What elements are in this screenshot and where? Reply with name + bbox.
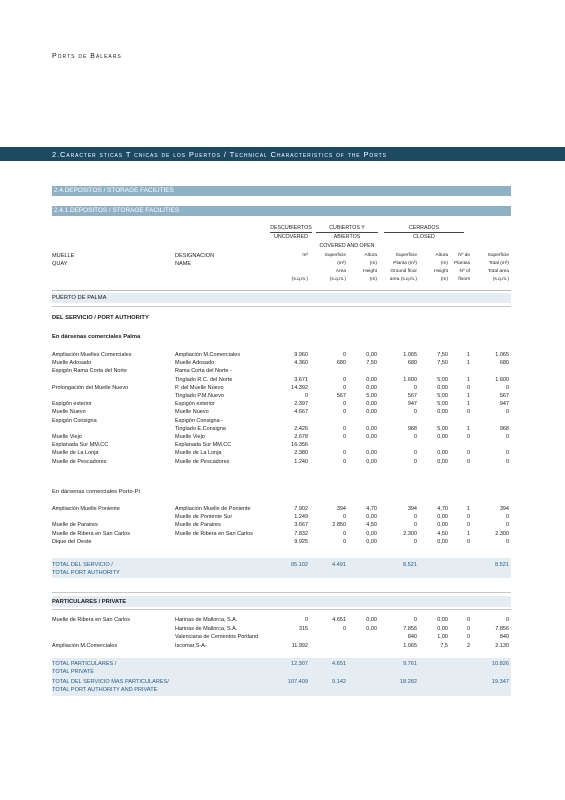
cell-value: 0 bbox=[505, 538, 509, 545]
group-uncovered: DESCUBIERTOS UNCOVERED bbox=[270, 225, 312, 240]
cell-designacion: Espigón Consigna - bbox=[175, 417, 224, 424]
cell-muelle: Explanada Sur MM.CC bbox=[52, 442, 109, 449]
cell-value: 7.856 bbox=[403, 625, 417, 632]
cell-value: 567 bbox=[499, 393, 509, 399]
column-sup-closed: Superficie Planta (m²) Ground floor area (s.q.m.) bbox=[389, 253, 417, 282]
table-row bbox=[52, 449, 511, 457]
cell-value: 0 bbox=[342, 434, 346, 440]
column-sup-covered: Superficie (m²) Area (s.q.m.) bbox=[324, 253, 346, 282]
cell-value: 1.600 bbox=[403, 376, 417, 383]
cell-muelle: Dique del Oeste bbox=[52, 538, 92, 545]
cell-value: 1.249 bbox=[294, 514, 308, 521]
cell-muelle: Ampliación Muelles Comerciales bbox=[52, 352, 132, 358]
cell-value: 0 bbox=[466, 522, 470, 529]
cell-value: 0,00 bbox=[437, 409, 448, 416]
bar-storage-facilities-sub: 2.4.1.DEPOSITOS / STORAGE FACILITIES bbox=[52, 206, 511, 216]
table-row bbox=[52, 408, 511, 416]
total-value: 9.761 bbox=[403, 661, 417, 667]
group-closed: CERRADOS CLOSED bbox=[384, 224, 464, 242]
column-m2: m² (s.q.m.) bbox=[291, 253, 308, 282]
total-label: TOTAL DEL SERVICIO MAS PARTICULARES/ bbox=[52, 679, 169, 685]
cell-value: 7.856 bbox=[495, 625, 509, 632]
cell-muelle: Muelle Viejo bbox=[52, 434, 82, 440]
cell-value: 2.678 bbox=[294, 434, 308, 440]
total-label: TOTAL PORT AUTHORITY AND PRIVATE bbox=[52, 687, 158, 693]
cell-value: 2.380 bbox=[294, 450, 308, 457]
bar-storage-facilities: 2.4.DEPOSITOS / STORAGE FACILITIES bbox=[52, 186, 511, 196]
cell-value: 968 bbox=[499, 425, 509, 432]
cell-value: 2.300 bbox=[403, 530, 417, 537]
cell-designacion: Tinglado R.C. del Norte bbox=[175, 376, 233, 383]
column-plantas: Nº de Plantas Nº of floors bbox=[454, 253, 470, 282]
cell-value: 0,00 bbox=[437, 538, 448, 545]
cell-designacion: Muelle de Pescadores bbox=[175, 458, 230, 465]
cell-designacion: Valenciana de Cementos Portland bbox=[175, 634, 259, 641]
total-value: 19.347 bbox=[491, 679, 509, 685]
cell-value: 2.426 bbox=[294, 425, 308, 432]
cell-value: 2 bbox=[466, 642, 470, 649]
cell-designacion: Ampliación M.Comerciales bbox=[175, 352, 241, 358]
cell-value: 0 bbox=[413, 409, 417, 416]
cell-value: 7,50 bbox=[366, 360, 377, 367]
total-label: TOTAL PORT AUTHORITY bbox=[52, 570, 120, 576]
cell-value: 0 bbox=[466, 625, 470, 632]
cell-value: 5,00 bbox=[437, 425, 448, 432]
cell-value: 4,70 bbox=[437, 506, 448, 512]
rule-private-bottom bbox=[52, 609, 511, 610]
cell-value: 0,00 bbox=[366, 384, 377, 391]
cell-value: 5,00 bbox=[366, 393, 377, 399]
cell-value: 0,00 bbox=[437, 434, 448, 440]
table-row bbox=[52, 425, 511, 433]
cell-value: 0,00 bbox=[366, 617, 377, 623]
cell-value: 0 bbox=[466, 538, 470, 545]
cell-designacion: Tinglado P.M.Nuevo bbox=[175, 393, 224, 399]
cell-value: 0,00 bbox=[366, 425, 377, 432]
cell-value: 9.925 bbox=[294, 538, 308, 545]
cell-designacion: Ampliación Muelle de Poniente bbox=[175, 506, 251, 512]
total-value: 10.826 bbox=[491, 661, 509, 667]
cell-value: 0 bbox=[505, 434, 509, 440]
total-value: 8.521 bbox=[495, 562, 509, 568]
cell-value: 5,00 bbox=[437, 376, 448, 383]
cell-value: 0 bbox=[466, 617, 470, 623]
rule-private-top bbox=[52, 592, 511, 593]
cell-value: 1.600 bbox=[495, 376, 509, 383]
section-private: PARTICULARES / PRIVATE bbox=[52, 599, 127, 605]
cell-value: 1 bbox=[466, 393, 470, 399]
column-sup-total: Superficie Total (m²) Total area (s.q.m.) bbox=[487, 253, 509, 282]
cell-value: 4,70 bbox=[366, 506, 377, 512]
cell-value: 14.392 bbox=[291, 384, 308, 391]
table-row bbox=[52, 530, 511, 538]
cell-value: 1 bbox=[466, 401, 470, 408]
cell-value: 16.356 bbox=[291, 442, 308, 449]
table-row bbox=[52, 513, 511, 521]
cell-value: 0,00 bbox=[366, 352, 377, 358]
cell-value: 0,00 bbox=[437, 625, 448, 632]
cell-value: 7,50 bbox=[437, 360, 448, 367]
cell-value: 947 bbox=[499, 401, 509, 408]
column-muelle: MUELLE QUAY bbox=[52, 253, 75, 267]
cell-value: 0 bbox=[304, 393, 308, 399]
cell-value: 0 bbox=[342, 409, 346, 416]
cell-value: 2.850 bbox=[332, 522, 346, 529]
cell-value: 0 bbox=[466, 458, 470, 465]
cell-value: 0,00 bbox=[366, 450, 377, 457]
cell-value: 4.651 bbox=[332, 617, 346, 623]
rule-port bbox=[52, 306, 511, 307]
cell-value: 0,00 bbox=[366, 409, 377, 416]
cell-value: 1 bbox=[466, 530, 470, 537]
cell-value: 0 bbox=[342, 384, 346, 391]
cell-value: 0,00 bbox=[366, 538, 377, 545]
cell-value: 0 bbox=[505, 617, 509, 623]
table-row bbox=[52, 376, 511, 384]
column-designacion: DESIGNACION NAME bbox=[175, 253, 215, 267]
cell-value: 0,00 bbox=[437, 617, 448, 623]
cell-value: 3.667 bbox=[294, 522, 308, 529]
total-label: TOTAL PRIVATE bbox=[52, 669, 94, 675]
table-row bbox=[52, 633, 511, 641]
cell-value: 0 bbox=[342, 352, 346, 358]
cell-designacion: Muelle de La Lonja bbox=[175, 450, 222, 457]
cell-muelle: Espigón Consigna bbox=[52, 417, 97, 424]
cell-value: 0 bbox=[505, 514, 509, 521]
cell-value: 0 bbox=[413, 617, 417, 623]
cell-value: 2.300 bbox=[495, 530, 509, 537]
cell-value: 0 bbox=[413, 384, 417, 391]
cell-value: 567 bbox=[407, 393, 417, 399]
section-palma: En dársenas comerciales Palma bbox=[52, 334, 141, 340]
total-value: 9.142 bbox=[332, 679, 346, 685]
cell-value: 947 bbox=[407, 401, 417, 408]
cell-value: 1 bbox=[466, 376, 470, 383]
cell-muelle: Prolongación del Muelle Nuevo bbox=[52, 384, 129, 391]
cell-value: 0,00 bbox=[366, 625, 377, 632]
cell-value: 394 bbox=[407, 506, 417, 512]
cell-value: 1.065 bbox=[495, 352, 509, 358]
total-value: 18.282 bbox=[399, 679, 417, 685]
cell-value: 1 bbox=[466, 352, 470, 358]
cell-value: 0,00 bbox=[366, 458, 377, 465]
cell-muelle: Espigón exterior bbox=[52, 401, 92, 408]
cell-value: 3.671 bbox=[294, 376, 308, 383]
cell-value: 0 bbox=[505, 450, 509, 457]
cell-value: 7.902 bbox=[294, 506, 308, 512]
cell-designacion: Muelle Adosado bbox=[175, 360, 215, 367]
table-row bbox=[52, 359, 511, 367]
column-alt-covered: Altura (m) Height (m) bbox=[363, 253, 377, 282]
cell-designacion: Harinas de Mallorca, S.A. bbox=[175, 617, 238, 623]
cell-value: 0 bbox=[413, 514, 417, 521]
cell-value: 0 bbox=[342, 530, 346, 537]
total-value: 95.102 bbox=[290, 562, 308, 568]
cell-value: 0 bbox=[413, 538, 417, 545]
cell-value: 0 bbox=[413, 434, 417, 440]
cell-value: 0,00 bbox=[366, 514, 377, 521]
total-value: 4.651 bbox=[332, 661, 346, 667]
table-row bbox=[52, 417, 511, 425]
cell-muelle: Muelle Nuevo bbox=[52, 409, 86, 416]
cell-muelle: Muelle Adosado bbox=[52, 360, 92, 367]
total-label: TOTAL PARTICULARES / bbox=[52, 661, 117, 667]
cell-value: 0 bbox=[466, 634, 470, 641]
cell-value: 0 bbox=[466, 514, 470, 521]
table-row bbox=[52, 400, 511, 408]
cell-designacion: Muelle de Poniente Sur bbox=[175, 514, 233, 521]
total-value: 8.521 bbox=[403, 562, 417, 568]
cell-value: 0 bbox=[304, 617, 308, 623]
cell-value: 0 bbox=[342, 458, 346, 465]
cell-value: 840 bbox=[499, 634, 509, 641]
cell-muelle: Ampliación Muelle Poniente bbox=[52, 506, 120, 512]
cell-value: 2.397 bbox=[294, 401, 308, 408]
header-rule bbox=[52, 290, 511, 291]
cell-value: 0 bbox=[505, 384, 509, 391]
table-row bbox=[52, 384, 511, 392]
cell-value: 0 bbox=[342, 425, 346, 432]
cell-value: 4,50 bbox=[366, 522, 377, 529]
cell-value: 11.992 bbox=[291, 642, 308, 649]
cell-value: 9.960 bbox=[294, 352, 308, 358]
total-value: 4.491 bbox=[332, 562, 346, 568]
port-band bbox=[52, 293, 511, 303]
section-port: PUERTO DE PALMA bbox=[52, 295, 107, 301]
cell-value: 0 bbox=[505, 522, 509, 529]
cell-value: 0 bbox=[342, 514, 346, 521]
cell-value: 5,00 bbox=[437, 393, 448, 399]
table-row bbox=[52, 433, 511, 441]
cell-designacion: Muelle Nuevo bbox=[175, 409, 209, 416]
cell-value: 1.065 bbox=[403, 642, 417, 649]
total-value: 107.409 bbox=[287, 679, 308, 685]
cell-designacion: Muelle de Ribera en San Carlos bbox=[175, 530, 253, 537]
cell-value: 4.360 bbox=[294, 360, 308, 367]
cell-value: 680 bbox=[336, 360, 346, 367]
cell-value: 680 bbox=[407, 360, 417, 367]
cell-value: 1.065 bbox=[403, 352, 417, 358]
cell-value: 315 bbox=[298, 625, 308, 632]
group-covered: CUBIERTOS Y ABIERTOS COVERED AND OPEN bbox=[316, 224, 378, 251]
table-row bbox=[52, 367, 511, 375]
cell-value: 0 bbox=[342, 625, 346, 632]
cell-value: 0 bbox=[466, 434, 470, 440]
cell-value: 4,50 bbox=[437, 530, 448, 537]
table-row bbox=[52, 458, 511, 466]
cell-designacion: Muelle Viejo bbox=[175, 434, 205, 440]
table-row bbox=[52, 351, 511, 359]
cell-value: 0,00 bbox=[437, 514, 448, 521]
cell-value: 7,50 bbox=[437, 352, 448, 358]
table-row bbox=[52, 538, 511, 546]
cell-value: 0,00 bbox=[366, 434, 377, 440]
cell-value: 1,00 bbox=[437, 634, 448, 641]
cell-value: 7.832 bbox=[294, 530, 308, 537]
cell-value: 1 bbox=[466, 360, 470, 367]
cell-value: 0 bbox=[466, 450, 470, 457]
cell-value: 394 bbox=[336, 506, 346, 512]
cell-value: 0 bbox=[505, 409, 509, 416]
table-row bbox=[52, 392, 511, 400]
table-row bbox=[52, 642, 511, 650]
cell-value: 0 bbox=[342, 538, 346, 545]
cell-value: 0 bbox=[342, 376, 346, 383]
cell-value: 1 bbox=[466, 506, 470, 512]
cell-value: 2.130 bbox=[495, 642, 509, 649]
cell-value: 0,00 bbox=[366, 401, 377, 408]
cell-value: 7,5 bbox=[440, 642, 448, 649]
cell-value: 0,00 bbox=[366, 376, 377, 383]
cell-value: 0 bbox=[413, 522, 417, 529]
cell-muelle: Muelle de Paraires bbox=[52, 522, 98, 529]
cell-value: 840 bbox=[407, 634, 417, 641]
section-title: 2.Caracter sticas T cnicas de los Puertos / Technical Characteristics of the Ports bbox=[52, 150, 387, 159]
section-portopi: En dársenas comerciales Porto-Pí bbox=[52, 489, 140, 495]
table-row bbox=[52, 616, 511, 624]
cell-value: 0,00 bbox=[437, 522, 448, 529]
cell-value: 5,00 bbox=[437, 401, 448, 408]
total-value: 12.307 bbox=[290, 661, 308, 667]
total-label: TOTAL DEL SERVICIO / bbox=[52, 562, 113, 568]
cell-designacion: Harinas de Mallorca, S.A. bbox=[175, 625, 238, 632]
cell-designacion: Espigón exterior bbox=[175, 401, 215, 408]
cell-value: 0 bbox=[342, 450, 346, 457]
cell-muelle: Muelle de Pescadores bbox=[52, 458, 107, 465]
table-row bbox=[52, 521, 511, 529]
cell-value: 0 bbox=[505, 458, 509, 465]
cell-value: 1 bbox=[466, 425, 470, 432]
cell-muelle: Espigón Rama Corta del Norte bbox=[52, 368, 127, 375]
cell-value: 0 bbox=[342, 401, 346, 408]
cell-value: 0,00 bbox=[366, 530, 377, 537]
cell-value: 0 bbox=[413, 450, 417, 457]
cell-muelle: Ampliación M.Comerciales bbox=[52, 642, 118, 649]
cell-designacion: Muelle de Paraires bbox=[175, 522, 221, 529]
cell-muelle: Muelle de La Lonja bbox=[52, 450, 99, 457]
cell-value: 680 bbox=[499, 360, 509, 367]
cell-muelle: Muelle de Ribera en San Carlos bbox=[52, 617, 130, 623]
cell-value: 1.240 bbox=[294, 458, 308, 465]
cell-value: 0,00 bbox=[437, 384, 448, 391]
cell-value: 0,00 bbox=[437, 458, 448, 465]
brand-header: Ports de Balears bbox=[52, 53, 122, 60]
cell-value: 968 bbox=[407, 425, 417, 432]
table-row bbox=[52, 441, 511, 449]
cell-designacion: Iscomar,S-A- bbox=[175, 642, 207, 649]
table-row bbox=[52, 505, 511, 513]
cell-designacion: Rama Corta del Norte - bbox=[175, 368, 232, 375]
cell-value: 0 bbox=[413, 458, 417, 465]
section-authority: DEL SERVICIO / PORT AUTHORITY bbox=[52, 315, 149, 321]
cell-value: 0 bbox=[466, 409, 470, 416]
cell-value: 567 bbox=[336, 393, 346, 399]
cell-muelle: Muelle de Ribera en San Carlos bbox=[52, 530, 130, 537]
cell-value: 4.667 bbox=[294, 409, 308, 416]
cell-designacion: Explanada Sur MM.CC bbox=[175, 442, 232, 449]
table-row bbox=[52, 625, 511, 633]
column-alt-closed: Altura (m) Height (m) bbox=[434, 253, 448, 282]
cell-value: 394 bbox=[499, 506, 509, 512]
cell-value: 0,00 bbox=[437, 450, 448, 457]
cell-value: 0 bbox=[466, 384, 470, 391]
cell-designacion: Tinglado E.Consigna bbox=[175, 425, 226, 432]
cell-designacion: P. del Muelle Nuevo bbox=[175, 384, 224, 391]
